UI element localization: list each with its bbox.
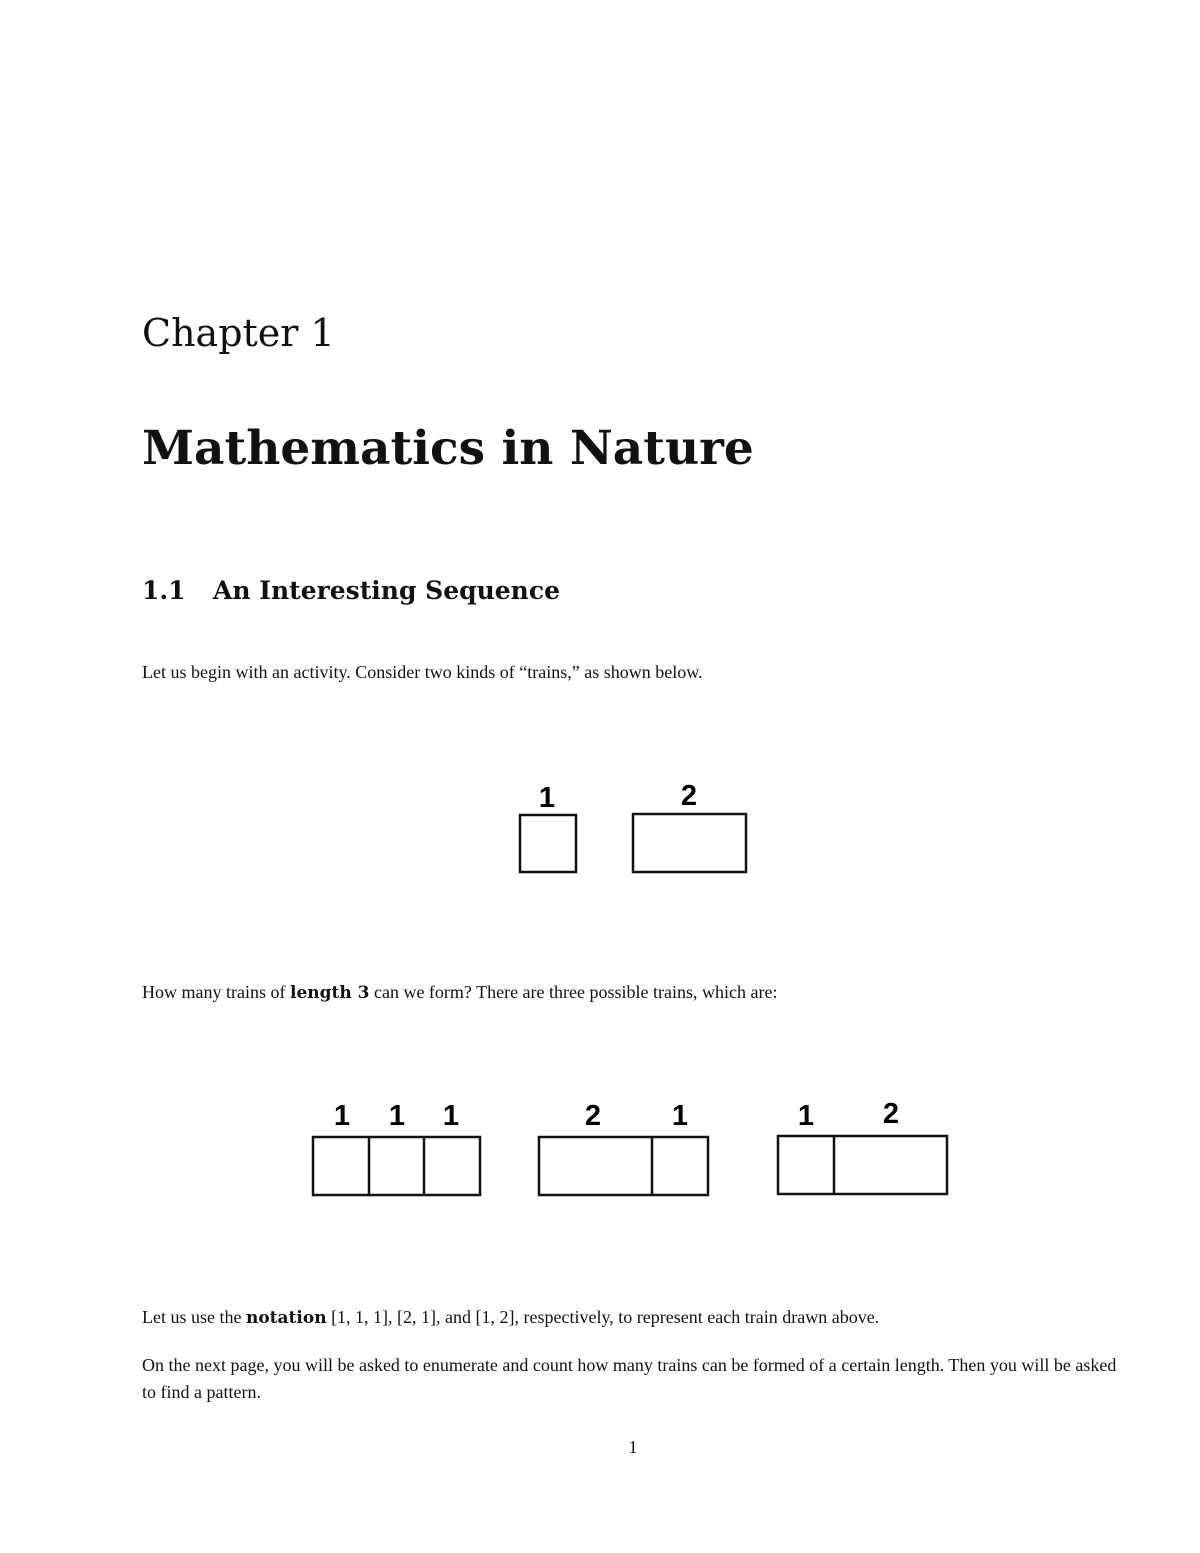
length-paragraph: [142, 979, 777, 1007]
train-b-label-1: 2: [584, 1100, 602, 1132]
intro-paragraph: Let us begin with an activity. Consider two kinds of “trains,” as shown below.: [142, 662, 703, 682]
section-heading: [142, 574, 560, 608]
train-c-label-2: 2: [882, 1098, 900, 1130]
train-b-label-2: 1: [671, 1100, 689, 1132]
next-page-paragraph: On the next page, you will be asked to enumerate and count how many trains can be formed of a certain length. Then you will be asked to find a pattern.: [142, 1355, 1117, 1402]
section-number: 1.1: [142, 576, 186, 605]
train-2-1: [539, 1100, 708, 1195]
car-length-1: [520, 815, 576, 872]
train-a-label-3: 1: [442, 1100, 460, 1132]
length-text-after: can we form? There are three possible trains, which are:: [369, 982, 778, 1002]
train-a-label-1: 1: [333, 1100, 351, 1132]
train-a-body: [313, 1137, 480, 1195]
notation-paragraph: [142, 1304, 879, 1332]
train-cars-figure: [0, 760, 1200, 890]
notation-text-after: [1, 1, 1], [2, 1], and [1, 2], respectively, to represent each train drawn above.: [326, 1307, 880, 1327]
train-1-2: [778, 1098, 947, 1194]
train-1-1-1: [313, 1100, 480, 1195]
notation-text-before: Let us use the: [142, 1307, 246, 1327]
chapter-label: Chapter 1: [142, 311, 335, 355]
train-b-body: [539, 1137, 708, 1195]
train-a-label-2: 1: [388, 1100, 406, 1132]
train-c-body: [778, 1136, 947, 1194]
car-1-label: 1: [538, 782, 556, 814]
train-c-label-1: 1: [797, 1100, 815, 1132]
section-title: An Interesting Sequence: [213, 576, 560, 605]
car-length-2: [633, 814, 746, 872]
page-number: 1: [628, 1437, 638, 1457]
length-text-before: How many trains of: [142, 982, 290, 1002]
length-bold: length 3: [289, 983, 370, 1003]
length-3-trains-figure: [0, 1085, 1200, 1210]
notation-bold: notation: [245, 1308, 327, 1328]
chapter-title: Mathematics in Nature: [142, 421, 754, 476]
car-2-label: 2: [680, 780, 698, 812]
